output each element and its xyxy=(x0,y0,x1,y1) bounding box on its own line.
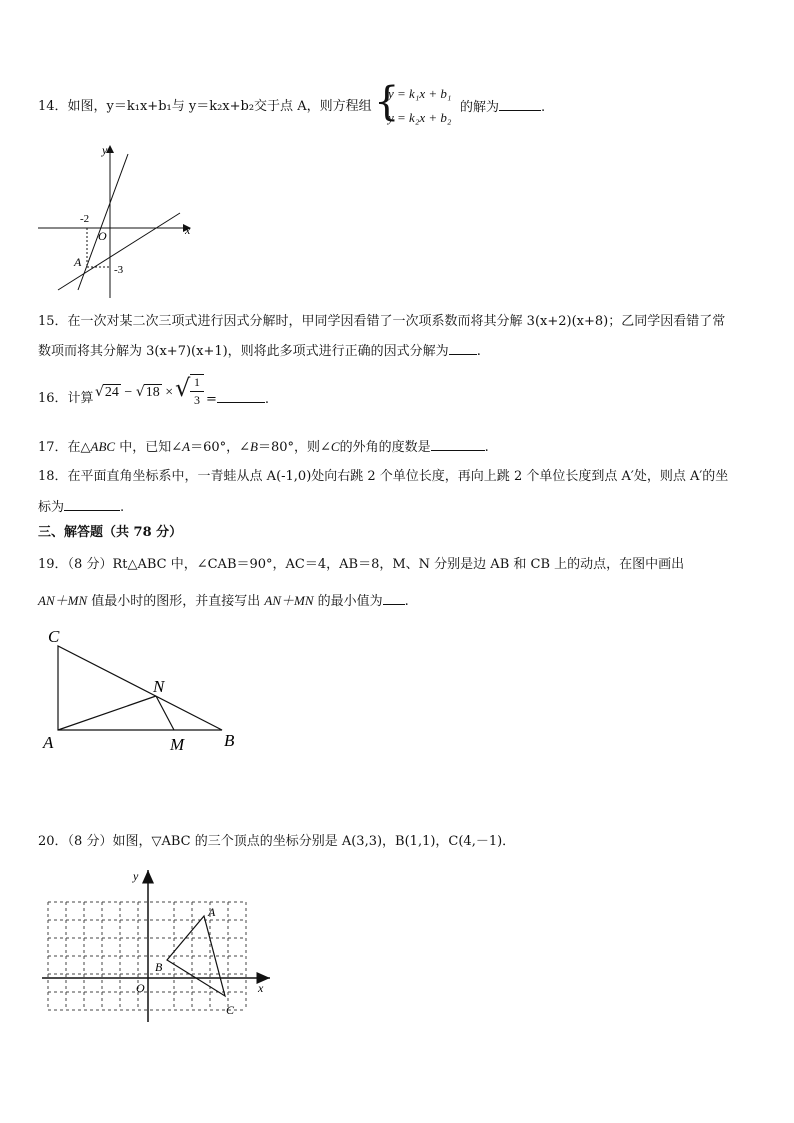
q19-line2 xyxy=(38,592,409,611)
q16-radical-1: √ xyxy=(95,384,104,400)
q17-end: . xyxy=(484,440,489,455)
q16-answer-blank xyxy=(217,390,265,403)
q14-eq2: y = k₂x + b₂ xyxy=(388,110,452,125)
q14-x-label: x xyxy=(185,223,191,237)
q14-origin-label: O xyxy=(98,229,107,243)
q16-fraction-bar xyxy=(190,391,204,392)
q19-label-m: M xyxy=(170,735,185,754)
q19-line2-d: 的最小值为 xyxy=(313,594,383,609)
q16-prefix: 16．计算 xyxy=(38,391,94,406)
q14-suffix-line xyxy=(460,98,545,117)
q16-answer-line xyxy=(206,390,269,409)
q14-answer-blank xyxy=(499,98,541,111)
q20-y-label: y xyxy=(133,869,139,883)
q19-expr-1: AN＋MN xyxy=(38,593,88,608)
q20-text: 20．（8 分）如图，▽ABC 的三个顶点的坐标分别是 A(3,3)，B(1,1)，C(4,－1)． xyxy=(38,834,516,849)
q19-figure xyxy=(38,624,248,754)
q14-eq1: y = k₁x + b₁ xyxy=(388,86,452,101)
q17-part-e: 的外角的度数是 xyxy=(339,440,431,455)
q16-radicand-2: 18 xyxy=(145,385,160,400)
q18-answer-blank xyxy=(64,498,120,511)
q17-text xyxy=(38,438,489,457)
q17-triangle-abc: ABC xyxy=(90,439,116,454)
q16-text xyxy=(38,390,94,408)
q16-equals: = xyxy=(206,392,217,407)
q19-line1: 19．（8 分）Rt△ABC 中，∠CAB＝90°，AC＝4，AB＝8，M、N 分别是边 AB 和 CB 上的动点，在图中画出 xyxy=(38,557,685,572)
q16-times: × xyxy=(165,385,174,400)
q16-minus: − xyxy=(124,385,133,400)
q19-expr-2: AN＋MN xyxy=(264,593,314,608)
q20-grid xyxy=(48,902,246,1010)
q18-line2-text: 标为 xyxy=(38,500,65,515)
q14-y-label: y xyxy=(102,143,108,157)
q15-line2 xyxy=(38,342,481,361)
q19-label-b: B xyxy=(224,731,235,750)
q19-label-n: N xyxy=(153,677,165,696)
q20-label-c: C xyxy=(226,1003,235,1017)
q16-radicand-1: 24 xyxy=(104,385,119,400)
q19-label-c: C xyxy=(48,627,60,646)
q16-numerator: 1 xyxy=(194,375,200,389)
q14-end: . xyxy=(541,100,546,115)
q16-expression xyxy=(95,384,173,401)
q20-x-label: x xyxy=(258,981,264,995)
q17-part-b: 中，已知∠ xyxy=(115,440,183,455)
q20-label-a: A xyxy=(208,905,216,919)
q14-line-2 xyxy=(58,213,180,290)
q14-neg2-label: -2 xyxy=(80,213,90,225)
q16-denominator: 3 xyxy=(194,393,200,407)
q14-suffix: 的解为 xyxy=(460,100,500,115)
q17-angle-b: B xyxy=(250,439,258,454)
q18-line1: 18．在平面直角坐标系中，一青蛙从点 A(-1,0)处向右跳 2 个单位长度，再向上跳 2 个单位长度到点 A′处，则点 A′的坐 xyxy=(38,469,729,484)
q14-prefix: 14．如图，y＝k₁x+b₁与 y＝k₂x+b₂交于点 A，则方程组 xyxy=(38,99,372,114)
q18-end: . xyxy=(120,500,125,515)
q20-label-b: B xyxy=(155,960,163,974)
q19-label-a: A xyxy=(43,733,54,752)
q14-point-a-label: A xyxy=(74,255,82,269)
q19-triangle xyxy=(58,646,222,730)
q16-radical-2: √ xyxy=(135,384,145,400)
q15-answer-blank xyxy=(449,342,477,355)
q15-line2-text: 数项而将其分解为 3(x+7)(x+1)，则将此多项式进行正确的因式分解为 xyxy=(38,344,449,359)
section-3-title: 三、解答题（共 78 分） xyxy=(38,525,183,540)
q20-origin-label: O xyxy=(136,981,145,995)
q15-line1: 15．在一次对某二次三项式进行因式分解时，甲同学因看错了一次项系数而将其分解 3(x+2)(x+8)；乙同学因看错了常 xyxy=(38,314,726,329)
q16-radical-3: √ xyxy=(175,374,191,402)
q19-line2-b: 值最小时的图形，并直接写出 xyxy=(87,594,265,609)
q17-angle-a: A xyxy=(182,439,191,454)
q14-text xyxy=(38,98,372,116)
q14-figure xyxy=(30,140,200,300)
q17-part-d: ＝80°，则∠ xyxy=(257,440,331,455)
q17-answer-blank xyxy=(431,438,485,451)
q14-neg3-label: -3 xyxy=(114,264,124,276)
q19-end: . xyxy=(404,594,409,609)
q15-end: . xyxy=(476,344,481,359)
q17-part-a: 17．在△ xyxy=(38,440,91,455)
q17-part-c: ＝60°，∠ xyxy=(190,440,251,455)
q16-end: . xyxy=(264,392,270,407)
system-brace: { xyxy=(374,79,400,125)
q17-angle-c: C xyxy=(330,439,340,454)
q19-segment-an xyxy=(58,696,156,730)
q19-answer-blank xyxy=(383,592,405,605)
q18-line2 xyxy=(38,498,124,517)
q20-figure xyxy=(38,864,278,1029)
